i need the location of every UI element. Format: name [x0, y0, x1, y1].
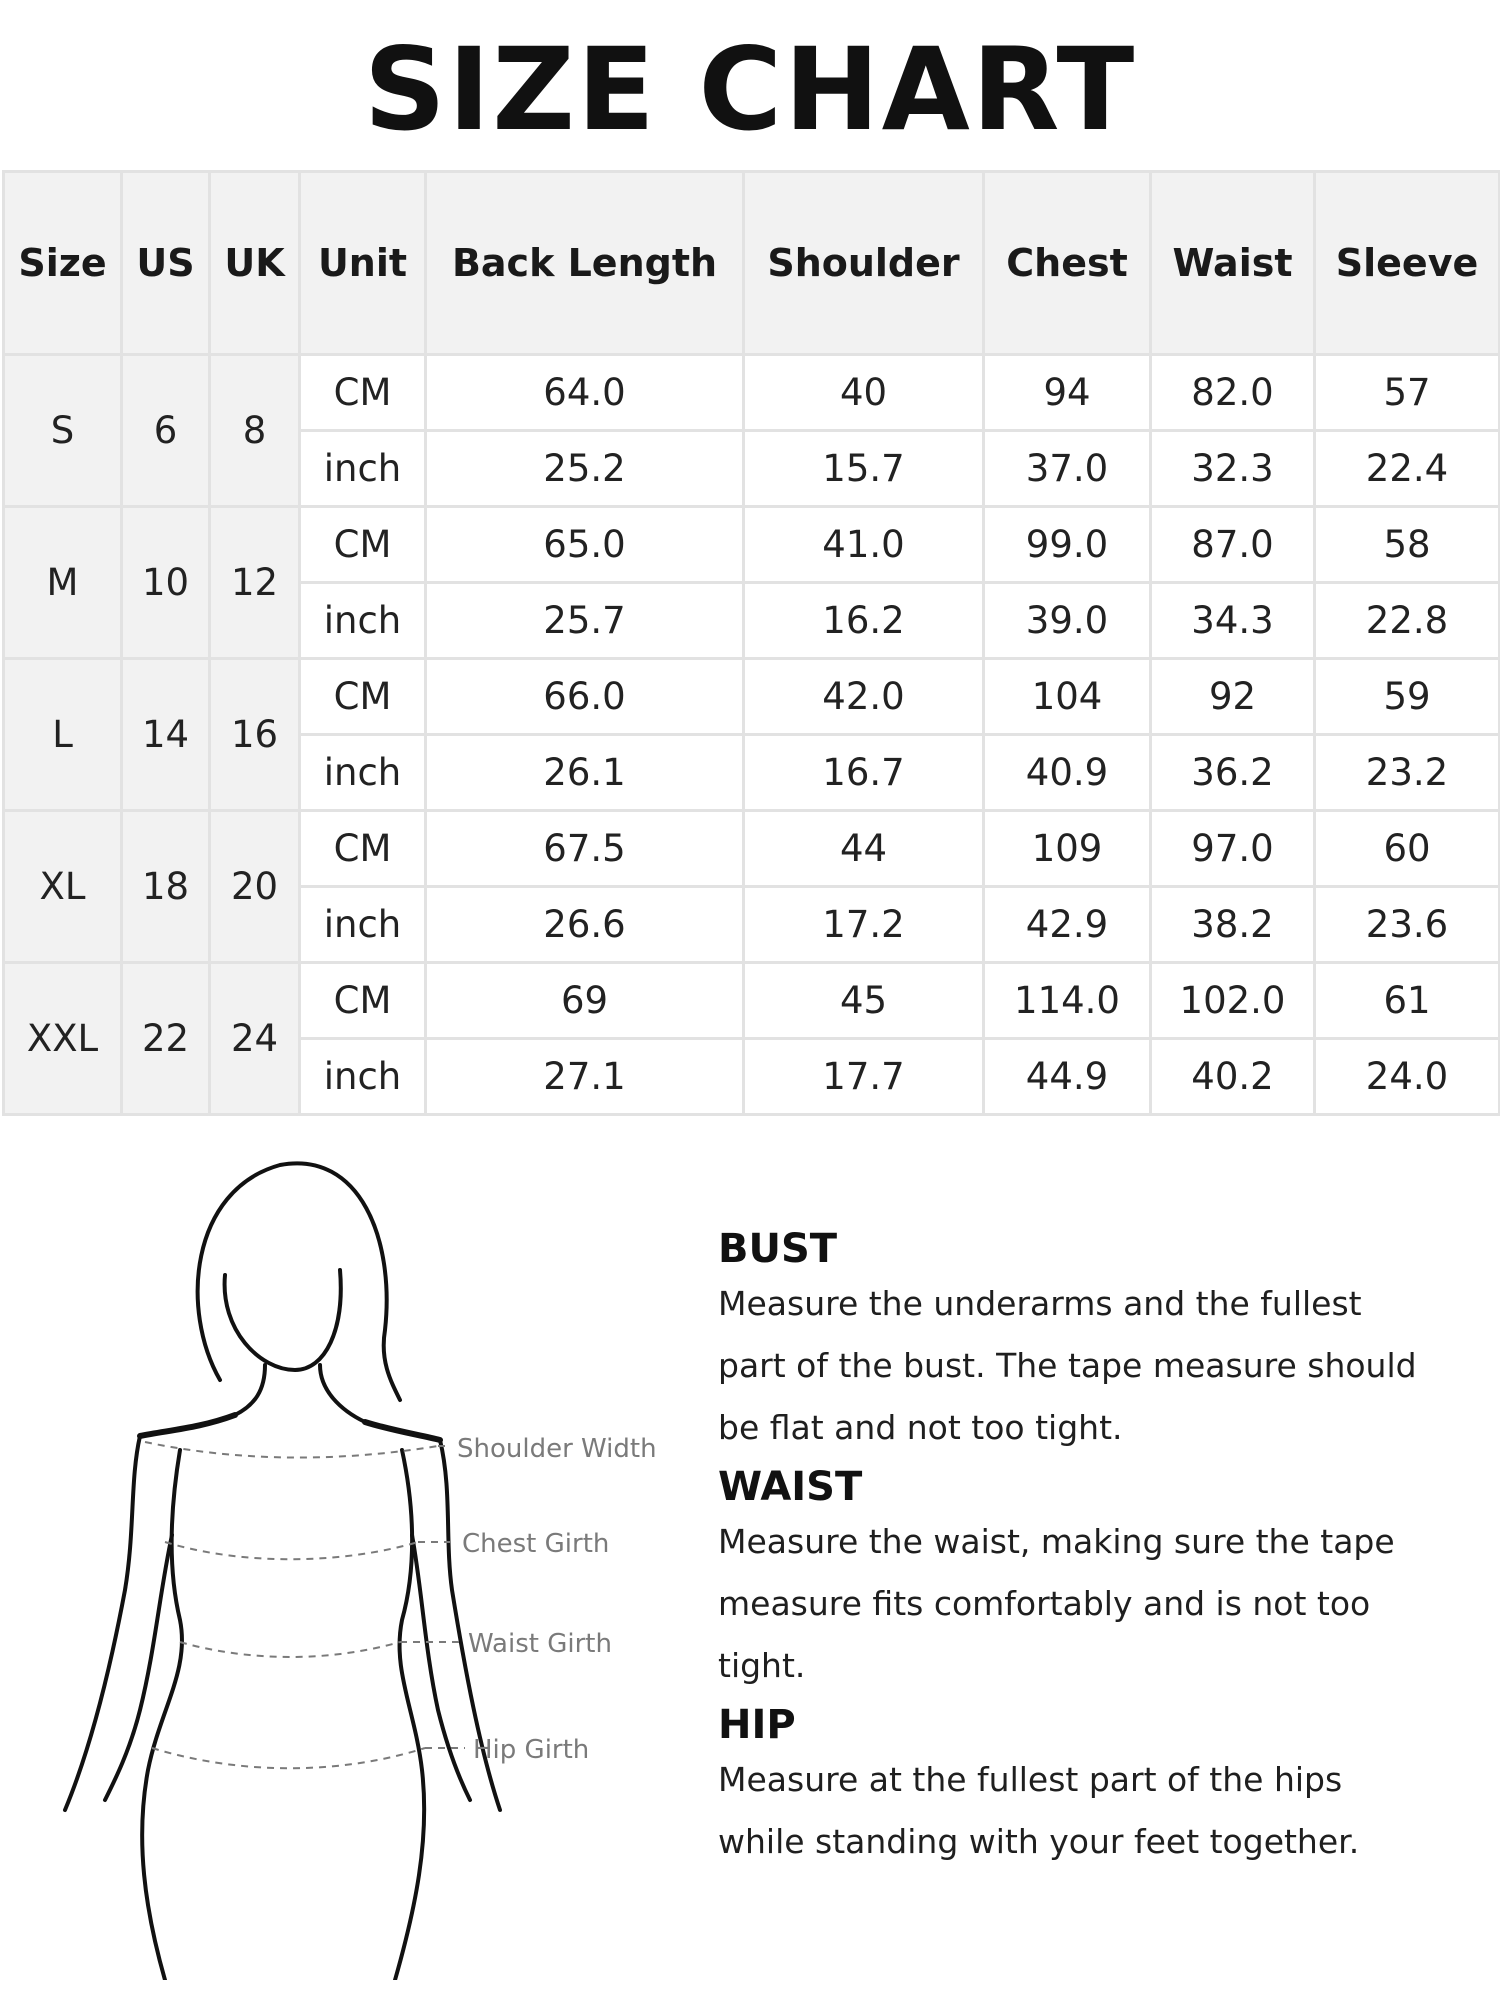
chest-guide: [165, 1542, 418, 1559]
sleeve-cell: 23.2: [1315, 735, 1500, 811]
bust-text-line: part of the bust. The tape measure should: [718, 1346, 1417, 1385]
shoulder-cell: 16.2: [744, 583, 984, 659]
header-shoulder: Shoulder: [744, 172, 984, 355]
waist-cell: 32.3: [1151, 431, 1315, 507]
sleeve-cell: 61: [1315, 963, 1500, 1039]
left-arm-inner: [105, 1535, 172, 1800]
sleeve-cell: 22.4: [1315, 431, 1500, 507]
hip-text-line: Measure at the fullest part of the hips: [718, 1760, 1343, 1799]
waist-cell: 92: [1151, 659, 1315, 735]
waist-girth-label: Waist Girth: [468, 1629, 612, 1659]
shoulder-cell: 45: [744, 963, 984, 1039]
waist-cell: 82.0: [1151, 355, 1315, 431]
unit-cell: inch: [300, 1039, 426, 1115]
unit-cell: inch: [300, 431, 426, 507]
chest-cell: 114.0: [984, 963, 1151, 1039]
waist-cell: 97.0: [1151, 811, 1315, 887]
hip-section: [718, 1701, 1458, 1873]
header-uk: UK: [210, 172, 300, 355]
waist-text-line: tight.: [718, 1646, 806, 1685]
measurement-instructions: [718, 1225, 1458, 1877]
unit-cell: CM: [300, 507, 426, 583]
uk-size-cell: 12: [210, 507, 300, 659]
unit-cell: inch: [300, 583, 426, 659]
torso-right: [395, 1450, 424, 1980]
size-table: [2, 170, 1500, 1116]
table-row: [4, 659, 1500, 735]
table-row: [4, 355, 1500, 431]
shoulder-cell: 17.7: [744, 1039, 984, 1115]
sleeve-cell: 24.0: [1315, 1039, 1500, 1115]
waist-text-line: Measure the waist, making sure the tape: [718, 1522, 1395, 1561]
back-length-cell: 65.0: [426, 507, 744, 583]
torso-left: [142, 1450, 182, 1980]
chest-cell: 44.9: [984, 1039, 1151, 1115]
waist-heading: WAIST: [718, 1464, 863, 1510]
sleeve-cell: 57: [1315, 355, 1500, 431]
chest-cell: 37.0: [984, 431, 1151, 507]
bust-text-line: be flat and not too tight.: [718, 1408, 1123, 1447]
unit-cell: CM: [300, 963, 426, 1039]
bust-text-line: Measure the underarms and the fullest: [718, 1284, 1362, 1323]
us-size-cell: 18: [122, 811, 210, 963]
back-length-cell: 67.5: [426, 811, 744, 887]
waist-cell: 36.2: [1151, 735, 1315, 811]
left-arm-outline: [65, 1436, 140, 1810]
sleeve-cell: 60: [1315, 811, 1500, 887]
bust-section: [718, 1225, 1458, 1459]
size-cell: M: [4, 507, 122, 659]
header-sleeve: Sleeve: [1315, 172, 1500, 355]
page-title: SIZE CHART: [363, 23, 1137, 156]
chest-cell: 109: [984, 811, 1151, 887]
unit-cell: inch: [300, 887, 426, 963]
hip-guide: [152, 1748, 425, 1768]
chest-cell: 94: [984, 355, 1151, 431]
header-back-length: Back Length: [426, 172, 744, 355]
size-cell: XL: [4, 811, 122, 963]
back-length-cell: 25.2: [426, 431, 744, 507]
back-length-cell: 69: [426, 963, 744, 1039]
uk-size-cell: 24: [210, 963, 300, 1115]
chest-girth-label: Chest Girth: [462, 1529, 610, 1559]
size-cell: L: [4, 659, 122, 811]
hip-girth-label: Hip Girth: [473, 1735, 590, 1765]
uk-size-cell: 16: [210, 659, 300, 811]
waist-text-line: measure fits comfortably and is not too: [718, 1584, 1371, 1623]
shoulder-line: [365, 1422, 440, 1440]
back-length-cell: 64.0: [426, 355, 744, 431]
us-size-cell: 22: [122, 963, 210, 1115]
neck-line: [320, 1365, 365, 1422]
back-length-cell: 27.1: [426, 1039, 744, 1115]
header-chest: Chest: [984, 172, 1151, 355]
back-length-cell: 26.6: [426, 887, 744, 963]
waist-cell: 34.3: [1151, 583, 1315, 659]
chest-cell: 99.0: [984, 507, 1151, 583]
shoulder-cell: 42.0: [744, 659, 984, 735]
sleeve-cell: 59: [1315, 659, 1500, 735]
sleeve-cell: 22.8: [1315, 583, 1500, 659]
size-cell: XXL: [4, 963, 122, 1115]
sleeve-cell: 58: [1315, 507, 1500, 583]
back-length-cell: 26.1: [426, 735, 744, 811]
back-length-cell: 66.0: [426, 659, 744, 735]
waist-cell: 38.2: [1151, 887, 1315, 963]
waist-cell: 87.0: [1151, 507, 1315, 583]
body-measurement-figure: [40, 1150, 690, 1980]
size-cell: S: [4, 355, 122, 507]
shoulder-cell: 44: [744, 811, 984, 887]
table-row: [4, 811, 1500, 887]
shoulder-guide: [145, 1442, 438, 1458]
shoulder-cell: 40: [744, 355, 984, 431]
shoulder-cell: 16.7: [744, 735, 984, 811]
unit-cell: CM: [300, 355, 426, 431]
bust-heading: BUST: [718, 1226, 838, 1272]
header-us: US: [122, 172, 210, 355]
shoulder-cell: 17.2: [744, 887, 984, 963]
shoulder-cell: 41.0: [744, 507, 984, 583]
hip-heading: HIP: [718, 1702, 796, 1748]
unit-cell: inch: [300, 735, 426, 811]
chest-cell: 104: [984, 659, 1151, 735]
chest-cell: 40.9: [984, 735, 1151, 811]
header-size: Size: [4, 172, 122, 355]
unit-cell: CM: [300, 659, 426, 735]
shoulder-cell: 15.7: [744, 431, 984, 507]
us-size-cell: 10: [122, 507, 210, 659]
unit-cell: CM: [300, 811, 426, 887]
us-size-cell: 6: [122, 355, 210, 507]
waist-guide: [180, 1642, 400, 1657]
chest-cell: 42.9: [984, 887, 1151, 963]
hip-text: [718, 1749, 1458, 1873]
waist-section: [718, 1463, 1458, 1697]
waist-cell: 40.2: [1151, 1039, 1315, 1115]
face-outline: [225, 1270, 341, 1370]
uk-size-cell: 8: [210, 355, 300, 507]
us-size-cell: 14: [122, 659, 210, 811]
back-length-cell: 25.7: [426, 583, 744, 659]
hip-text-line: while standing with your feet together.: [718, 1822, 1360, 1861]
uk-size-cell: 20: [210, 811, 300, 963]
table-header-row: [4, 172, 1500, 355]
neck-line: [235, 1365, 265, 1415]
shoulder-line: [140, 1415, 235, 1436]
sleeve-cell: 23.6: [1315, 887, 1500, 963]
shoulder-width-label: Shoulder Width: [457, 1434, 657, 1464]
header-unit: Unit: [300, 172, 426, 355]
chest-cell: 39.0: [984, 583, 1151, 659]
waist-text: [718, 1511, 1458, 1697]
table-row: [4, 507, 1500, 583]
waist-cell: 102.0: [1151, 963, 1315, 1039]
table-row: [4, 963, 1500, 1039]
hair-outline: [198, 1163, 400, 1400]
header-waist: Waist: [1151, 172, 1315, 355]
bust-text: [718, 1273, 1458, 1459]
